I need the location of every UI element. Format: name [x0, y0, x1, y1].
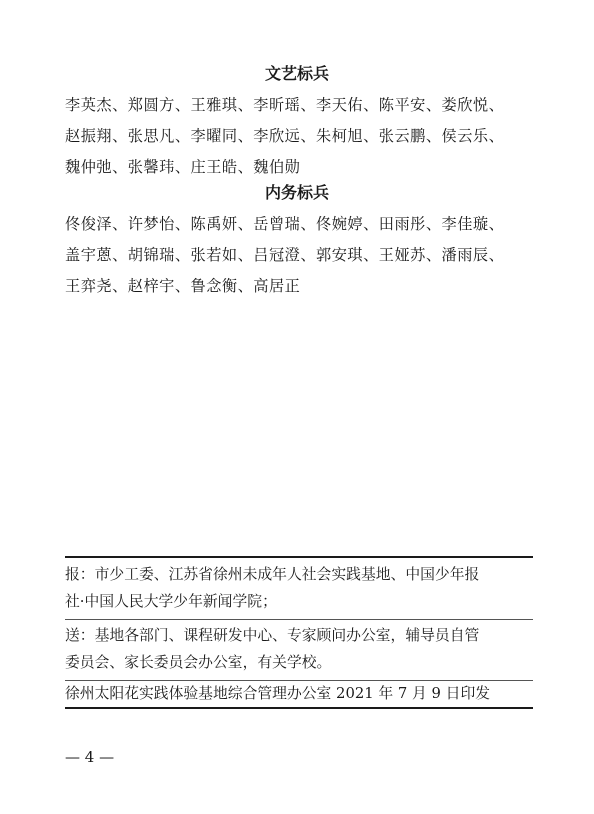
report-line: 报：市少工委、江苏省徐州未成年人社会实践基地、中国少年报 — [65, 566, 480, 583]
top-rule — [65, 556, 533, 558]
name-line: 魏仲弛、张馨玮、庄王皓、魏伯勋 — [65, 158, 301, 176]
send-line: 委员会、家长委员会办公室，有关学校。 — [65, 654, 332, 671]
lower-rule — [65, 680, 533, 681]
page-number: — 4 — — [65, 748, 115, 766]
bottom-rule — [65, 707, 533, 709]
issuer-line: 徐州太阳花实践体验基地综合管理办公室 2021 年 7 月 9 日印发 — [65, 685, 491, 702]
name-line: 佟俊泽、许梦怡、陈禹妍、岳曾瑞、佟婉婷、田雨彤、李佳璇、 — [65, 215, 505, 233]
send-line: 送：基地各部门、课程研发中心、专家顾问办公室，辅导员自管 — [65, 627, 480, 644]
name-line: 赵振翔、张思凡、李曜同、李欣远、朱柯旭、张云鹏、侯云乐、 — [65, 127, 505, 145]
middle-rule — [65, 619, 533, 620]
section-title-housekeeping: 内务标兵 — [264, 183, 329, 202]
housekeeping-name-list — [65, 209, 545, 302]
name-line: 李英杰、郑圆方、王雅琪、李昕瑶、李天佑、陈平安、娄欣悦、 — [65, 96, 505, 114]
name-line: 王弈尧、赵梓宇、鲁念衡、高居正 — [65, 277, 301, 295]
arts-name-list — [65, 90, 545, 183]
section-title-arts: 文艺标兵 — [264, 64, 329, 83]
name-line: 盖宇蒽、胡锦瑞、张若如、吕冠澄、郭安琪、王娅苏、潘雨辰、 — [65, 246, 505, 264]
report-line: 社·中国人民大学少年新闻学院； — [65, 593, 277, 610]
send-to-block — [65, 622, 535, 676]
report-to-block — [65, 561, 535, 615]
